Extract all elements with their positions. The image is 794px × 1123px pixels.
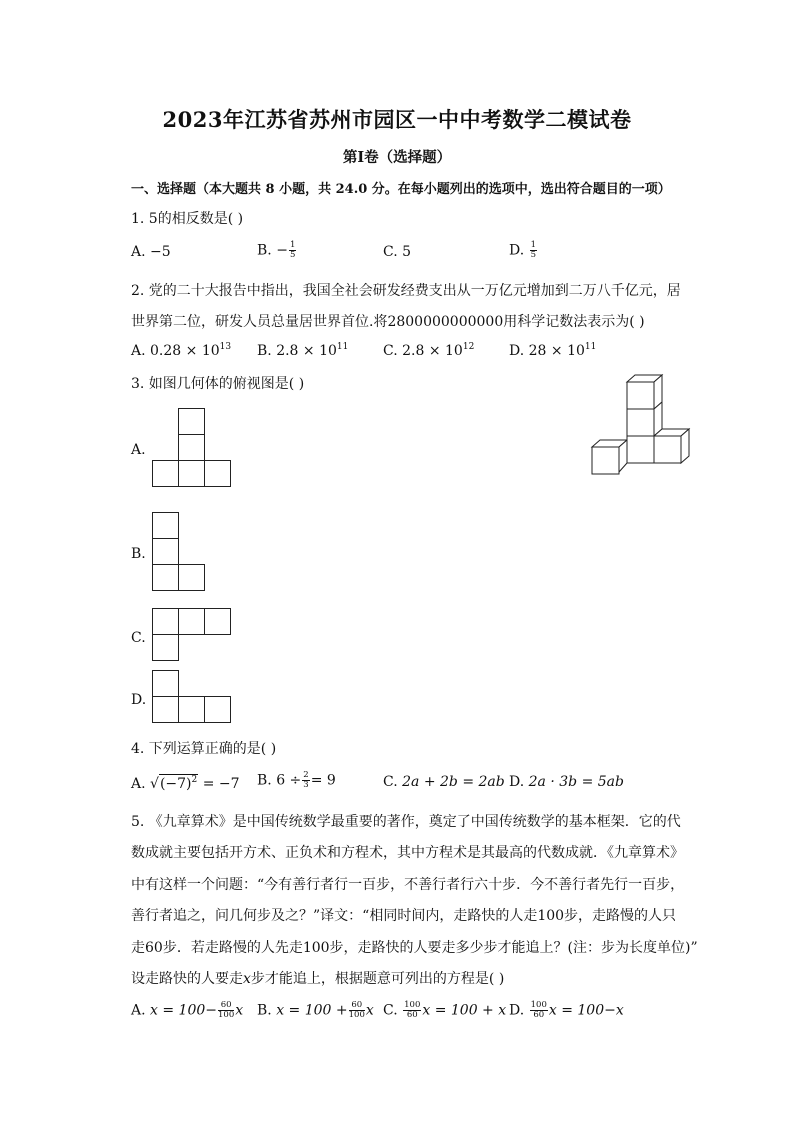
q3-option-d[interactable]: D.: [131, 692, 147, 708]
q4-b-fraction: $\frac{2}{3}$: [303, 770, 309, 790]
q1-d-fraction: $\frac{1}{5}$: [530, 240, 537, 260]
q2-option-d[interactable]: D. $28 \times 10^{11}$: [509, 342, 597, 359]
q2-option-b[interactable]: B. $2.8 \times 10^{11}$: [257, 342, 349, 359]
q3-option-c-figure[interactable]: [151, 607, 235, 665]
q3-option-a[interactable]: A.: [131, 442, 146, 458]
q3-option-b-figure[interactable]: [151, 511, 209, 595]
q5-option-b[interactable]: B. x = 100 + $\frac{60}{100}$ x: [257, 1000, 374, 1020]
q5-stem-line2: 数成就主要包括开方术、正负术和方程术，其中方程术是其最高的代数成就．《九章算术》: [131, 845, 684, 861]
q5-stem-line3: 中有这样一个问题：“今有善行者行一百步，不善行者行六十步．今不善行者先行一百步，: [131, 877, 685, 893]
q5-stem-line4: 善行者追之，问几何步及之？”译文：“相同时间内，走路快的人走100步，走路慢的人只: [131, 908, 677, 924]
q1-stem: 1. 5的相反数是( ): [131, 211, 244, 227]
q1-option-c[interactable]: C. 5: [383, 244, 412, 260]
q5-option-c[interactable]: C. $\frac{100}{60}$ x = 100 + x: [383, 1000, 507, 1020]
page-title: 2023年江苏省苏州市园区一中中考数学二模试卷: [162, 107, 632, 132]
q1-option-a[interactable]: A. −5: [131, 244, 171, 260]
volume-subtitle: 第Ⅰ卷（选择题）: [342, 149, 452, 166]
q1-option-d[interactable]: D. $\frac{1}{5}$: [509, 240, 537, 260]
q5-option-a[interactable]: A. x = 100− $\frac{60}{100}$ x: [131, 1000, 244, 1020]
q4-stem: 4. 下列运算正确的是( ): [131, 741, 277, 757]
q3-solid-figure: [588, 372, 692, 476]
q5-stem-line6: 设走路快的人要走x步才能追上，根据题意可列出的方程是( ): [131, 971, 505, 987]
q5-d-fraction: $\frac{100}{60}$: [530, 1000, 547, 1020]
q1-option-b[interactable]: B. − $\frac{1}{5}$: [257, 240, 296, 260]
q4-option-b[interactable]: B. 6 ÷ $\frac{2}{3}$ = 9: [257, 770, 336, 790]
q4-option-c[interactable]: C. 2a + 2b = 2ab: [383, 774, 505, 790]
q4-option-d[interactable]: D. 2a · 3b = 5ab: [509, 774, 624, 790]
q3-option-b[interactable]: B.: [131, 546, 146, 562]
q5-option-d[interactable]: D. $\frac{100}{60}$ x = 100−x: [509, 1000, 624, 1020]
q5-a-fraction: $\frac{60}{100}$: [218, 1000, 235, 1020]
q4-option-a[interactable]: A. $√(-7)^2 = -7$: [131, 775, 240, 792]
q3-option-c[interactable]: C.: [131, 630, 146, 646]
q2-option-c[interactable]: C. $2.8 \times 10^{12}$: [383, 342, 475, 359]
q3-stem: 3. 如图几何体的俯视图是( ): [131, 376, 305, 392]
q3-option-d-figure[interactable]: [151, 669, 235, 727]
q2-stem-line1: 2. 党的二十大报告中指出，我国全社会研发经费支出从一万亿元增加到二万八千亿元，居: [131, 283, 681, 299]
q2-option-a[interactable]: A. $0.28 \times 10^{13}$: [131, 342, 232, 359]
q1-b-fraction: $\frac{1}{5}$: [289, 240, 296, 260]
q5-stem-line1: 5. 《九章算术》是中国传统数学最重要的著作，奠定了中国传统数学的基本框架．它的代: [131, 814, 681, 830]
q3-option-a-figure[interactable]: [151, 407, 235, 491]
q5-c-fraction: $\frac{100}{60}$: [404, 1000, 421, 1020]
q5-b-fraction: $\frac{60}{100}$: [348, 1000, 365, 1020]
q2-stem-line2: 世界第二位，研发人员总量居世界首位.将2800000000000用科学记数法表示为( ): [131, 314, 645, 330]
section-header: 一、选择题（本大题共 8 小题，共 24.0 分。在每小题列出的选项中，选出符合题目的一项）: [131, 182, 671, 197]
q5-stem-line5: 走60步．若走路慢的人先走100步，走路快的人要走多少步才能追上？(注：步为长度单位)”: [131, 940, 698, 956]
